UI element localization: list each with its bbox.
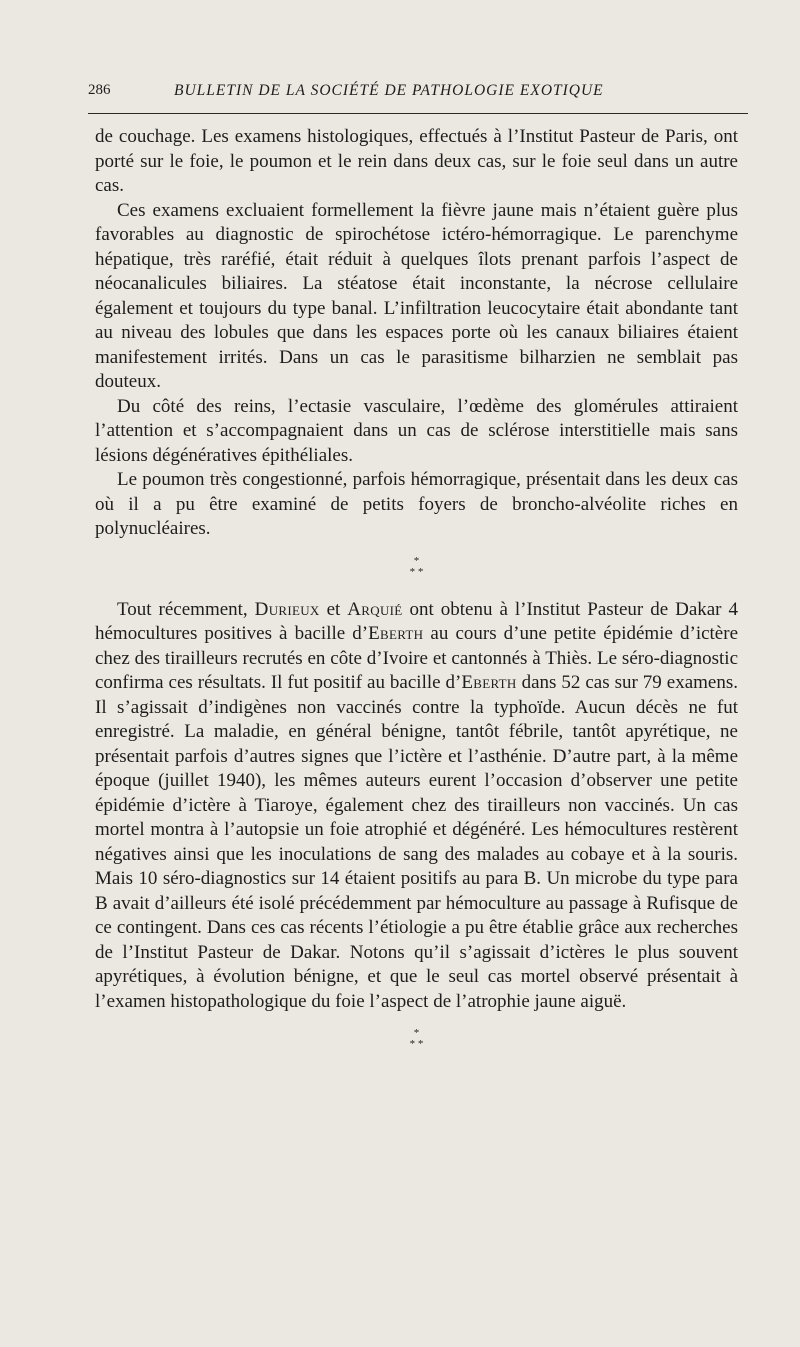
section-asterism-1 xyxy=(95,556,738,578)
author-name-eberth-2: Eberth xyxy=(461,672,517,693)
running-header xyxy=(88,82,748,112)
section-asterism-2 xyxy=(95,1028,738,1050)
paragraph-4: Le poumon très congestionné, parfois hémorragique, présentait dans les deux cas où il a pu être examiné de petits foyers de broncho-alvéolite riches en polynucléaires. xyxy=(95,469,738,539)
paragraph-1: de couchage. Les examens histologiques, effectués à l’Institut Pasteur de Paris, ont porté sur le foie, le poumon et le rein dans deux cas, sur le foie seul dans un autre cas. xyxy=(95,126,738,196)
asterism-bottom-2: * * xyxy=(409,1038,424,1050)
body-text xyxy=(95,125,738,1066)
asterism-top: * xyxy=(413,554,420,567)
journal-title: BULLETIN DE LA SOCIÉTÉ DE PATHOLOGIE EXOTIQUE xyxy=(174,82,604,99)
asterism-top-2: * xyxy=(413,1027,420,1039)
asterism-bottom: * * xyxy=(409,565,424,578)
paragraph-5-text-1: Tout récemment, xyxy=(117,598,255,620)
page-number: 286 xyxy=(88,82,111,98)
paragraph-5-text-5: dans 52 cas sur 79 examens. Il s’agissait d’indigènes non vaccinés contre la typhoïde. Aucun décès ne fut enregistré. La maladie, en général bénigne, tantôt fébrile, tantôt apyrétique, ne présentait parfois d’autres signes que l’ictère et l’asthénie. D’autre part, à la même époque (juillet 1940), les mêmes auteurs eurent l’occasion d’observer une petite épidémie d’ictère à Tiaroye, également chez des tirailleurs non vaccinés. Un cas mortel montra à l’autopsie un foie atrophié et dégénéré. Les hémocultures restèrent négatives ainsi que les inoculations de sang des malades au cobaye et à la souris. Mais 10 séro-diagnostics sur 14 étaient positifs au para B. Un microbe du type para B avait d’ailleurs été isolé précédemment par hémoculture au passage à Rufisque de ce contingent. Dans ces cas récents l’étiologie a pu être établie grâce aux recherches de l’Institut Pasteur de Dakar. Notons qu’il s’agissait d’ictères le plus souvent apyrétiques, à évolution bénigne, et que le seul cas mortel observé présentait à l’examen histopathologique du foie l’aspect de l’atrophie jaune aiguë. xyxy=(95,672,739,1012)
paragraph-3: Du côté des reins, l’ectasie vasculaire, l’œdème des glomérules attiraient l’attention et s’accompagnaient dans un cas de sclérose interstitielle mais sans lésions dégénératives épithéliales. xyxy=(95,395,738,466)
paragraph-5-text-3: ont obtenu à l’Institut Pasteur de Dakar 4 hémocultures positives à bacille d’ xyxy=(95,598,738,644)
paragraph-5-text-4: au cours d’une petite épidémie d’ictère chez des tirailleurs recrutés en côte d’Ivoire et cantonnés à Thiès. Le séro-diagnostic confirma ces résultats. Il fut positif au bacille d’ xyxy=(95,623,738,693)
header-rule xyxy=(88,113,748,114)
author-name-eberth-1: Eberth xyxy=(368,623,424,644)
paragraph-2: Ces examens excluaient formellement la fièvre jaune mais n’étaient guère plus favorables au diagnostic de spirochétose ictéro-hémorragique. Le parenchyme hépatique, très raréfié, était réduit à quelques îlots prenant parfois l’aspect de néocanalicules biliaires. La stéatose était inconstante, la nécrose cellulaire également et toujours du type banal. L’infiltration leucocytaire était abondante tant au niveau des lobules que dans les espaces porte où les canaux biliaires étaient manifestement irrités. Dans un cas le parasitisme bilharzien ne semblait pas douteux. xyxy=(95,199,738,392)
author-name-durieux: Durieux xyxy=(254,598,320,620)
paragraph-5-text-2: et xyxy=(319,598,348,620)
author-name-arquie: Arquié xyxy=(347,598,403,620)
paragraph-5 xyxy=(95,598,738,1015)
